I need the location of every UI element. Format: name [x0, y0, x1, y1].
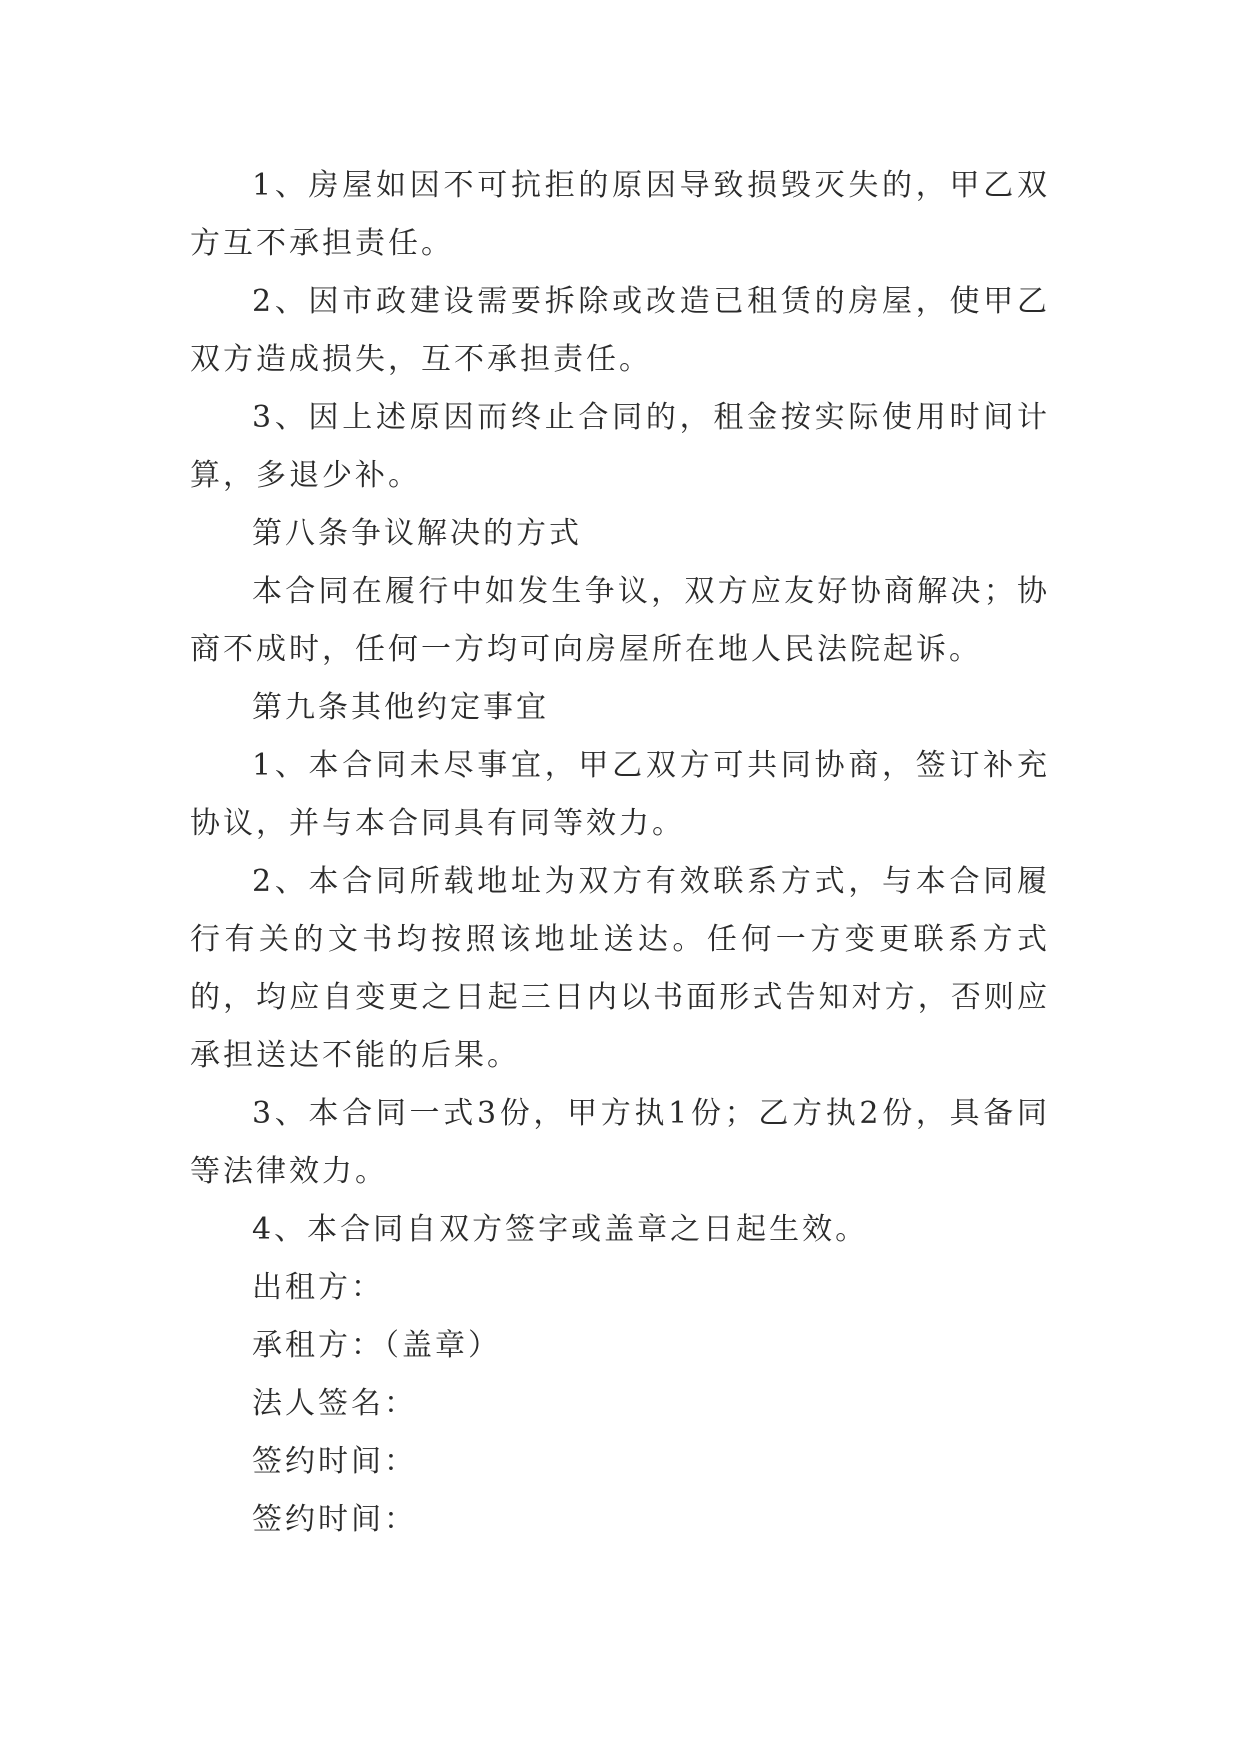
clause-supplementary-agreement: 1、本合同未尽事宜，甲乙双方可共同协商，签订补充协议，并与本合同具有同等效力。 — [190, 748, 1050, 841]
signature-legal-representative: 法人签名： — [252, 1386, 417, 1421]
article-8-heading: 第八条争议解决的方式 — [252, 516, 582, 551]
clause-copies: 3、本合同一式3份，甲方执1份；乙方执2份，具备同等法律效力。 — [190, 1096, 1050, 1189]
signature-date-1: 签约时间： — [252, 1444, 417, 1479]
document-body — [190, 157, 1050, 1549]
clause-rent-settlement: 3、因上述原因而终止合同的，租金按实际使用时间计算，多退少补。 — [190, 400, 1050, 493]
clause-force-majeure: 1、房屋如因不可抗拒的原因导致损毁灭失的，甲乙双方互不承担责任。 — [190, 168, 1050, 261]
signature-date-2: 签约时间： — [252, 1502, 417, 1537]
signature-lessee: 承租方：（盖章） — [252, 1328, 501, 1363]
clause-municipal-demolition: 2、因市政建设需要拆除或改造已租赁的房屋，使甲乙双方造成损失，互不承担责任。 — [190, 284, 1050, 377]
clause-effective-date: 4、本合同自双方签字或盖章之日起生效。 — [252, 1212, 869, 1247]
article-8-dispute-resolution: 本合同在履行中如发生争议，双方应友好协商解决；协商不成时，任何一方均可向房屋所在地人民法院起诉。 — [190, 574, 1050, 667]
clause-service-address: 2、本合同所载地址为双方有效联系方式，与本合同履行有关的文书均按照该地址送达。任何一方变更联系方式的，均应自变更之日起三日内以书面形式告知对方，否则应承担送达不能的后果。 — [190, 864, 1050, 1073]
article-9-heading: 第九条其他约定事宜 — [252, 690, 549, 725]
signature-lessor: 出租方： — [252, 1270, 384, 1305]
